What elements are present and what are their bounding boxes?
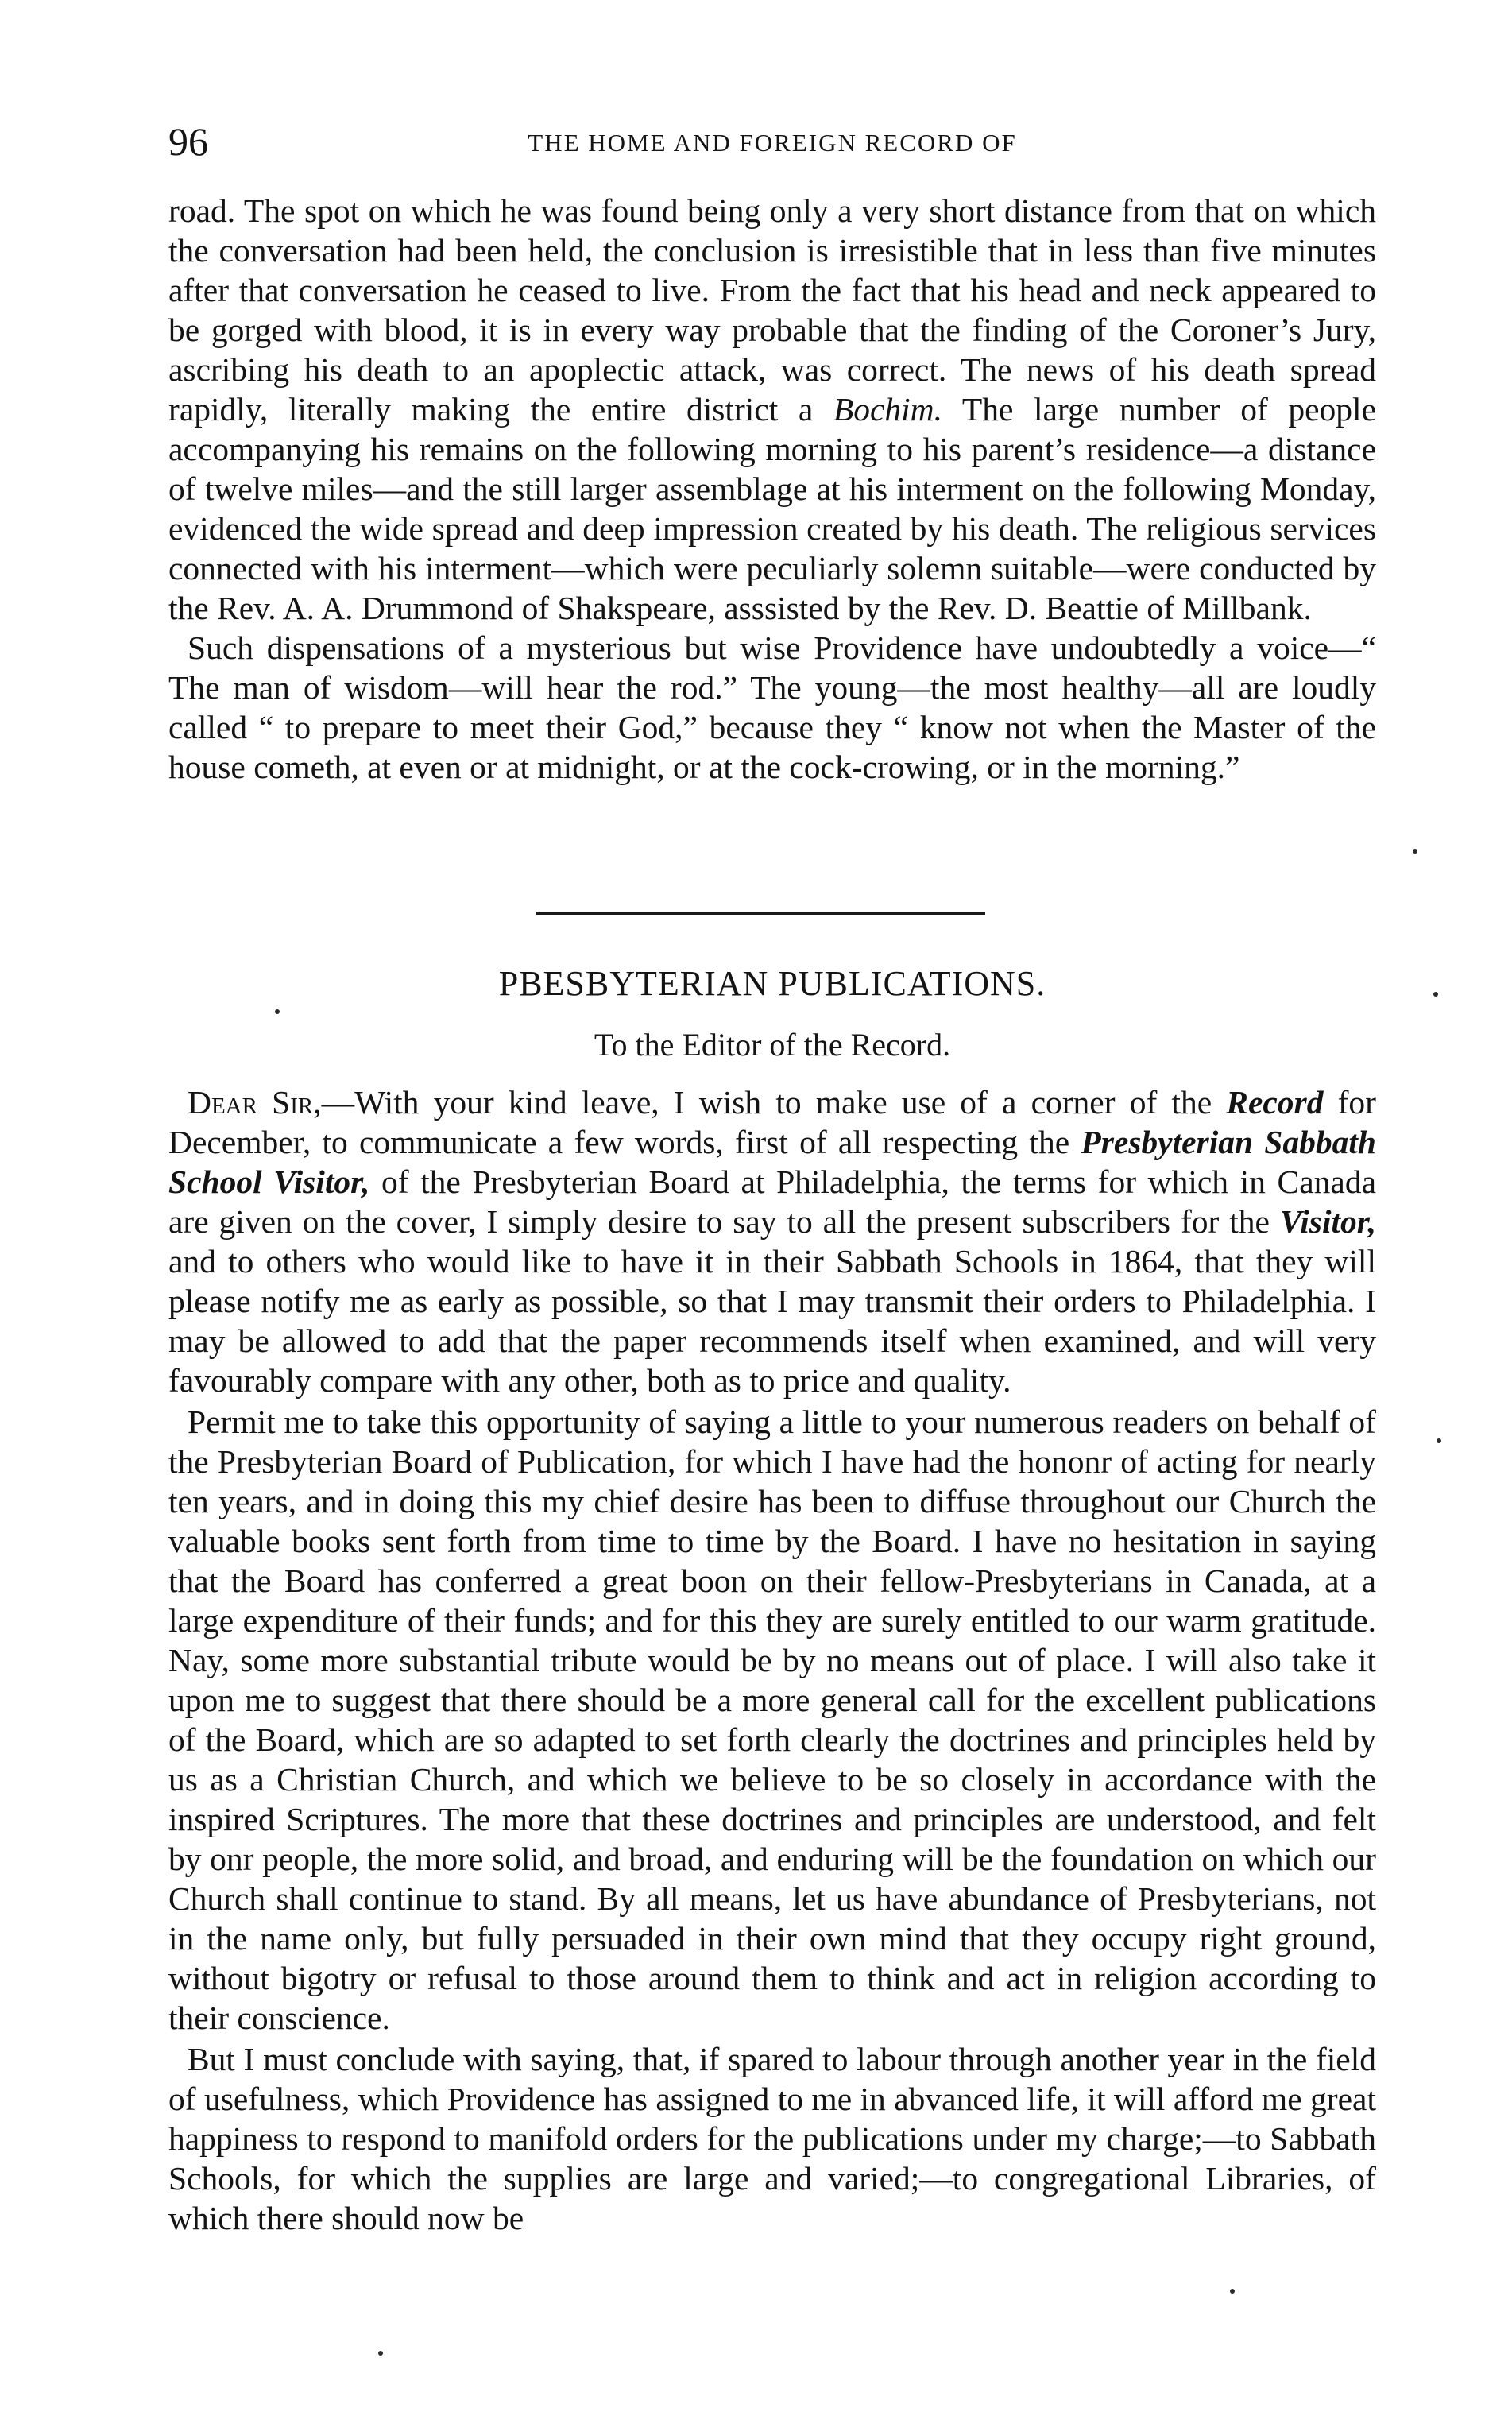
- salutation: Dear Sir,: [188, 1084, 322, 1121]
- page-header: [168, 119, 1376, 167]
- print-speck: [1413, 849, 1417, 854]
- obituary-paragraph-1: road. The spot on which he was found being only a very short distance from that on which the conversation had been held, the conclusion is irresistible that in less than five minutes after that conversation he ceased to live. From the fact that his head and neck appeared to be gorged with blood, it is in every way probable that the finding of the Coroner’s Jury, ascribing his death to an apoplectic attack, was correct. The news of his death spread rapidly, literally making the entire district a Bochim. The large number of people accompanying his remains on the following morning to his parent’s residence—a distance of twelve miles—and the still larger assemblage at his interment on the following Monday, evidenced the wide spread and deep impression created by his death. The religious services connected with his interment—which were peculiarly solemn suitable—were conducted by the Rev. A. A. Drummond of Shakspeare, asssisted by the Rev. D. Beattie of Millbank.: [168, 192, 1376, 626]
- print-speck: [1437, 1438, 1441, 1443]
- section-title: PBESBYTERIAN PUBLICATIONS.: [498, 964, 1046, 1003]
- section-subtitle: To the Editor of the Record.: [594, 1027, 951, 1063]
- page-number: 96: [168, 119, 208, 164]
- letter-paragraph-3: But I must conclude with saying, that, if spared to labour through another year in the field of usefulness, which Providence has assigned to me in abvanced life, it will afford me great happiness to respond to manifold orders for the publications under my charge;—to Sabbath Schools, for which the supplies are large and varied;—to congregational Libraries, of which there should now be: [168, 2041, 1376, 2236]
- bochim-emphasis: Bochim.: [833, 391, 943, 428]
- record-title: Record: [1226, 1084, 1324, 1121]
- visitor-full-title: Presbyterian Sabbath School Visitor,: [168, 1124, 1376, 1200]
- print-speck: [1230, 2289, 1235, 2294]
- letter-body: [168, 1082, 1376, 2240]
- visitor-title: Visitor,: [1279, 1203, 1376, 1240]
- print-speck: [275, 1009, 280, 1014]
- obituary-paragraph-2: Such dispensations of a mysterious but wise Providence have undoubtedly a voice—“ The man of wisdom—will hear the rod.” The young—the most healthy—all are loudly called “ to prepare to meet their God,” because they “ know not when the Master of the house cometh, at even or at midnight, or at the cock-crowing, or in the morning.”: [168, 629, 1376, 785]
- letter-paragraph-2: Permit me to take this opportunity of saying a little to your numerous readers on behalf of the Presbyterian Board of Publication, for which I have had the hononr of acting for nearly ten years, and in doing this my chief desire has been to diffuse throughout our Church the valuable books sent forth from time to time by the Board. I have no hesitation in saying that the Board has conferred a great boon on their fellow-Presbyterians in Canada, at a large expenditure of their funds; and for this they are surely entitled to our warm gratitude. Nay, some more substantial tribute would be by no means out of place. I will also take it upon me to suggest that there should be a more general call for the excellent publications of the Board, which are so adapted to set forth clearly the doctrines and principles held by us as a Christian Church, and which we believe to be so closely in accordance with the inspired Scriptures. The more that these doctrines and principles are understood, and felt by onr people, the more solid, and broad, and enduring will be the foundation on which our Church shall continue to stand. By all means, let us have abundance of Presbyterians, not in the name only, but fully persuaded in their own mind that they occupy right ground, without bigotry or refusal to those around them to think and act in religion according to their conscience.: [168, 1403, 1376, 2036]
- letter-paragraph-1: Dear Sir,—With your kind leave, I wish to make use of a corner of the Record for December, to communicate a few words, first of all respecting the Presbyterian Sabbath School Visitor, of the Presbyterian Board at Philadelphia, the terms for which in Canada are given on the cover, I simply desire to say to all the present subscribers for the Visitor, and to others who would like to have it in their Sabbath Schools in 1864, that they will please notify me as early as possible, so that I may transmit their orders to Philadelphia. I may be allowed to add that the paper recommends itself when examined, and will very favourably compare with any other, both as to price and quality.: [168, 1084, 1376, 1399]
- running-head: THE HOME AND FOREIGN RECORD OF: [528, 129, 1017, 157]
- print-speck: [1433, 992, 1438, 997]
- section-divider: [536, 912, 985, 915]
- print-speck: [378, 2351, 383, 2356]
- obituary-continuation: [168, 191, 1376, 866]
